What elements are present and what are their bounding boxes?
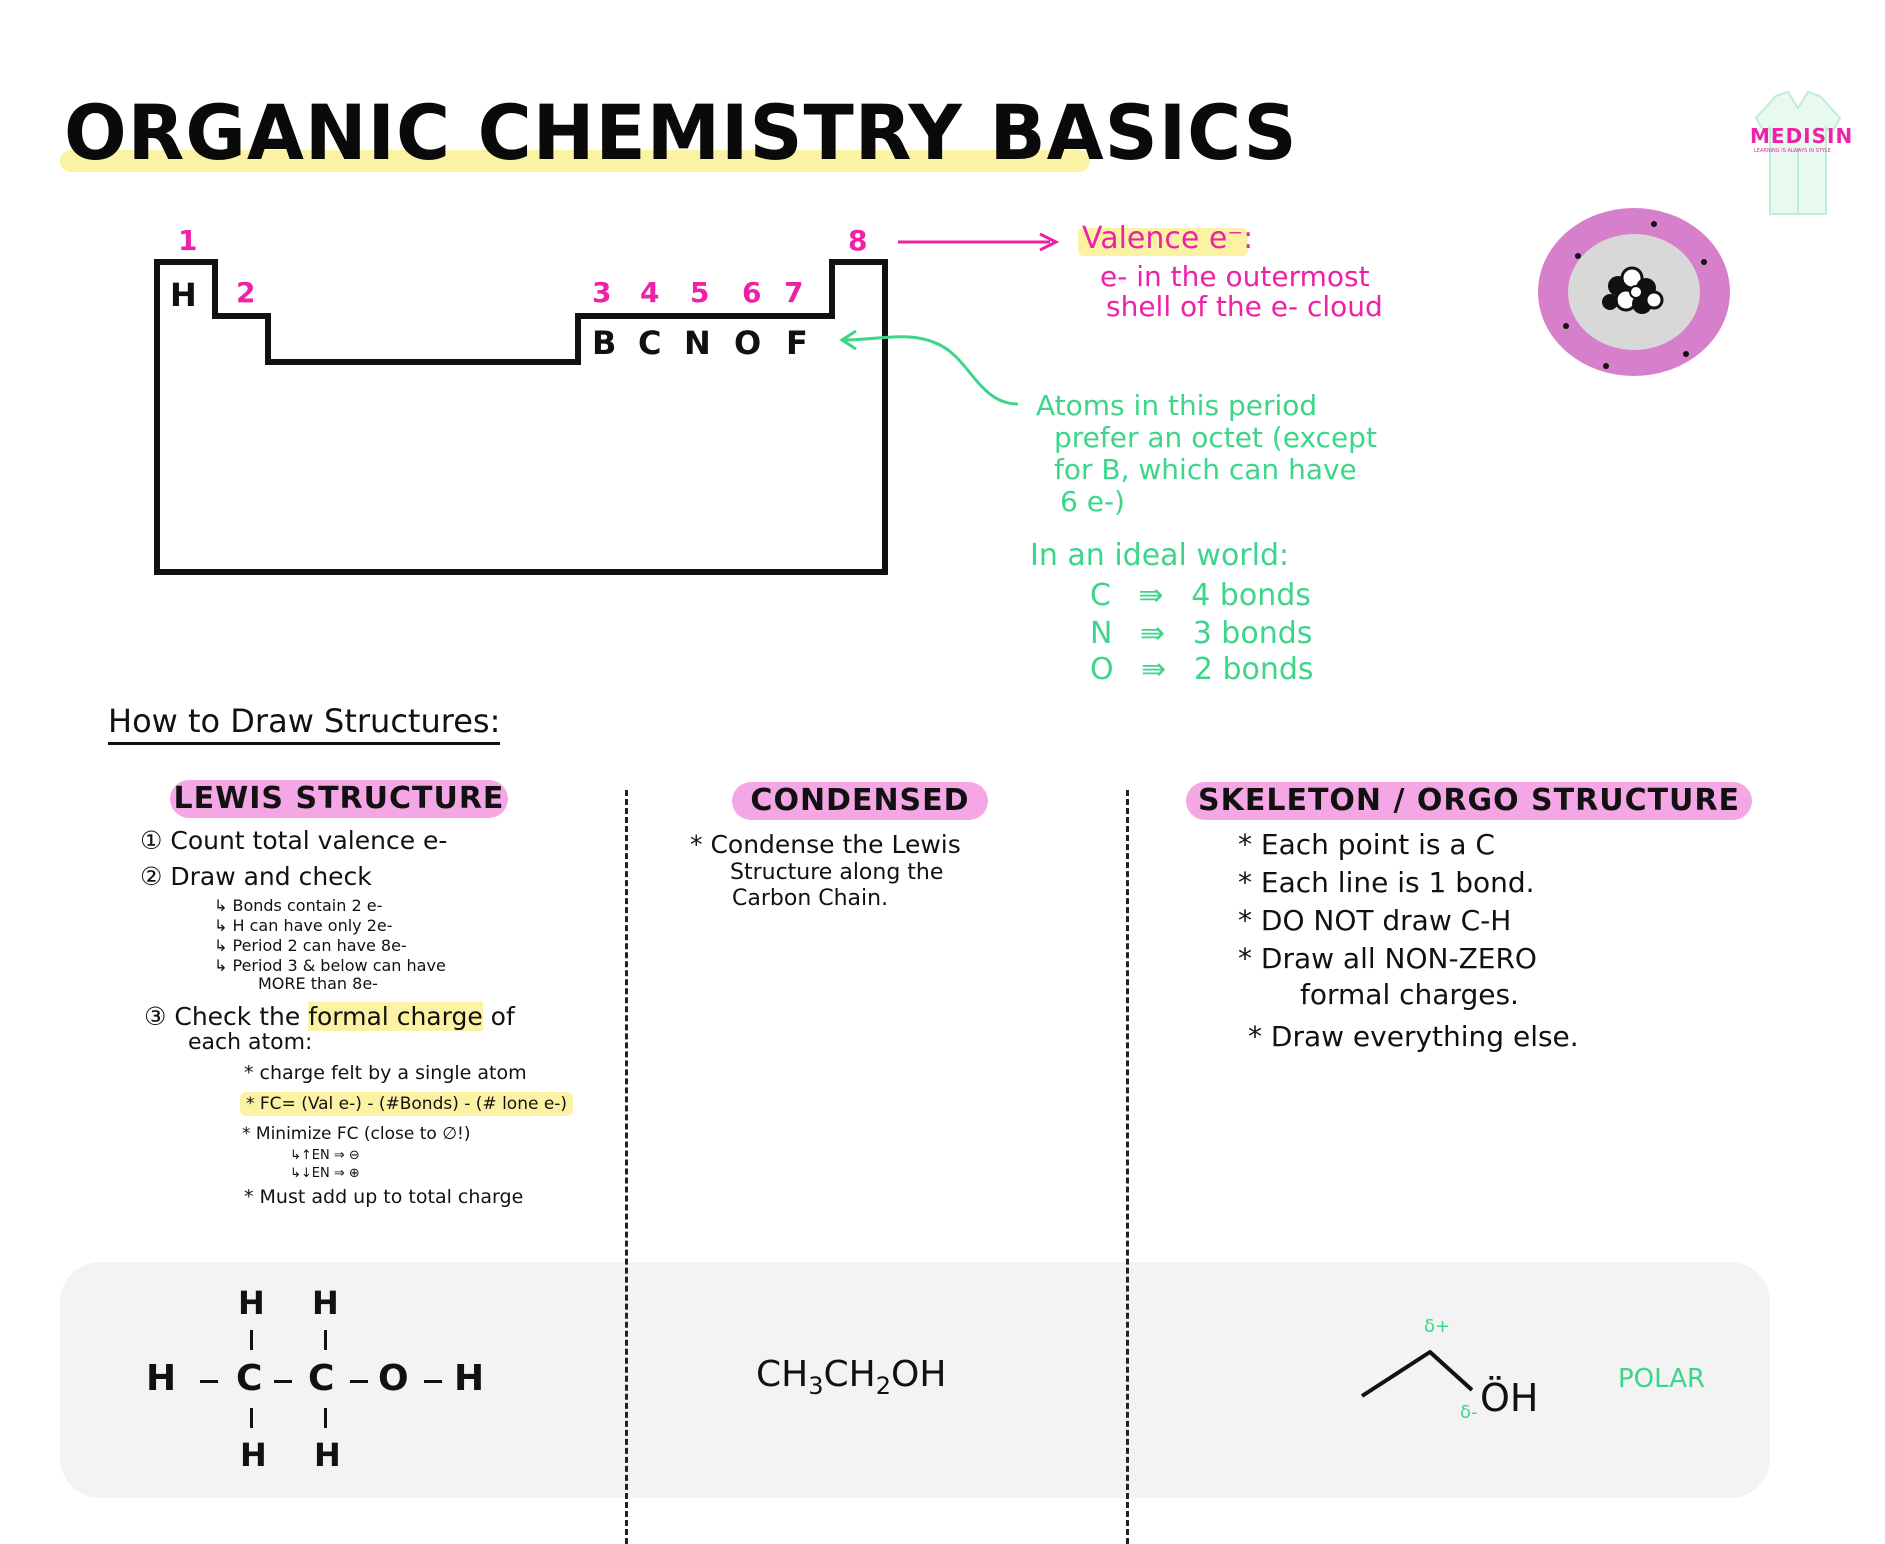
step3-text-of: of [490,1002,515,1031]
ideal-bonds: 2 bonds [1193,652,1314,687]
formula-subscript: 2 [875,1372,891,1401]
lewis-step-1: ① Count total valence e- [140,826,448,855]
octet-line-1: Atoms in this period [1036,389,1318,422]
valence-line-1: e- in the outermost [1100,260,1370,293]
polar-label: POLAR [1618,1364,1706,1394]
lewis-row-h2: H [454,1358,485,1399]
lewis-row-o: O [378,1358,409,1399]
en-down: ↳↓EN ⇒ ⊕ [290,1166,360,1181]
skeleton-pill: SKELETON / ORGO STRUCTURE [1186,782,1752,820]
element-n: N [684,324,711,362]
valence-title: Valence e⁻: [1082,221,1254,256]
double-arrow-icon: ⇛ [1138,578,1164,613]
lewis-pill: LEWIS STRUCTURE [170,780,508,818]
lewis-bot-h1: H [240,1436,267,1474]
group-8-label: 8 [848,224,868,257]
bond-line [200,1380,218,1383]
skeleton-rule-5: * Draw everything else. [1248,1020,1579,1053]
bond-line [250,1330,253,1350]
octet-line-2: prefer an octet (except [1054,421,1377,454]
ideal-bonds: 3 bonds [1192,616,1313,651]
octet-line-4: 6 e-) [1060,485,1125,518]
element-b: B [592,324,617,362]
skeleton-rule-4-cont: formal charges. [1300,978,1519,1011]
skeleton-rule-3: * DO NOT draw C-H [1238,904,1512,937]
hydroxyl-group: ÖH [1480,1376,1539,1420]
element-f: F [786,324,808,362]
group-1-label: 1 [178,224,198,257]
lewis-check-4: ↳ Period 3 & below can have [214,956,446,975]
bond-line [350,1380,368,1383]
condensed-line-2: Structure along the [730,860,944,885]
lewis-check-1: ↳ Bonds contain 2 e- [214,896,383,915]
formal-charge-highlight: formal charge [308,1002,483,1031]
fc-definition: * charge felt by a single atom [244,1062,527,1084]
lewis-row-c1: C [236,1358,263,1399]
minimize-fc: * Minimize FC (close to ∅!) [242,1124,471,1144]
lewis-top-h1: H [238,1284,265,1322]
delta-plus: δ+ [1424,1316,1451,1337]
bond-line [324,1408,327,1428]
group-7-label: 7 [784,276,804,309]
delta-minus: δ- [1460,1402,1478,1423]
condensed-formula [756,1354,946,1400]
skeleton-rule-4: * Draw all NON-ZERO [1238,942,1537,975]
must-add-up: * Must add up to total charge [244,1186,524,1208]
page-title: ORGANIC CHEMISTRY BASICS [64,88,1298,177]
lewis-step-3 [144,1002,515,1031]
en-up: ↳↑EN ⇒ ⊖ [290,1148,360,1163]
ideal-row-c [1090,580,1311,612]
ideal-atom: C [1090,578,1111,613]
column-divider-2 [1126,790,1129,1544]
logo-text: MEDISIN [1750,124,1854,148]
lewis-row-c2: C [308,1358,335,1399]
valence-line-2: shell of the e- cloud [1106,290,1383,323]
skeleton-rule-1: * Each point is a C [1238,828,1495,861]
element-h: H [170,276,197,314]
formula-part: CH [756,1354,809,1395]
skeleton-rule-2: * Each line is 1 bond. [1238,866,1535,899]
lewis-step-2: ② Draw and check [140,862,372,891]
group-5-label: 5 [690,276,710,309]
ideal-atom: N [1090,616,1113,651]
octet-line-3: for B, which can have [1054,453,1357,486]
condensed-pill: CONDENSED [732,782,988,820]
bond-line [424,1380,442,1383]
section-heading: How to Draw Structures: [108,702,500,745]
lewis-bot-h2: H [314,1436,341,1474]
lewis-row-h: H [146,1358,177,1399]
group-4-label: 4 [640,276,660,309]
double-arrow-icon: ⇛ [1140,616,1166,651]
skeleton-bonds [1360,1340,1480,1400]
ideal-bonds: 4 bonds [1191,578,1311,613]
lewis-step-3-cont: each atom: [188,1030,313,1055]
formula-part: CH [823,1354,876,1395]
group-2-label: 2 [236,276,256,309]
bond-line [324,1330,327,1350]
element-o: O [734,324,762,362]
fc-formula: * FC= (Val e-) - (#Bonds) - (# lone e-) [240,1092,573,1116]
logo-tagline: LEARNING IS ALWAYS IN STYLE [1754,148,1831,154]
group-6-label: 6 [742,276,762,309]
bond-line [274,1380,292,1383]
ideal-row-o [1090,654,1314,686]
ideal-atom: O [1090,652,1114,687]
element-c: C [638,324,662,362]
formula-subscript: 3 [808,1372,824,1401]
double-arrow-icon: ⇛ [1141,652,1167,687]
lewis-check-2: ↳ H can have only 2e- [214,916,393,935]
atom-icon [1536,206,1732,378]
condensed-line-3: Carbon Chain. [732,886,889,911]
ideal-row-n [1090,618,1312,650]
condensed-line-1: * Condense the Lewis [690,830,961,859]
lewis-top-h2: H [312,1284,339,1322]
column-divider-1 [625,790,628,1544]
formula-part: OH [891,1354,947,1395]
step3-text: ③ Check the [144,1002,301,1031]
ideal-world-heading: In an ideal world: [1030,538,1290,573]
lewis-check-4-cont: MORE than 8e- [258,974,378,993]
lewis-check-3: ↳ Period 2 can have 8e- [214,936,407,955]
bond-line [250,1408,253,1428]
group-3-label: 3 [592,276,612,309]
